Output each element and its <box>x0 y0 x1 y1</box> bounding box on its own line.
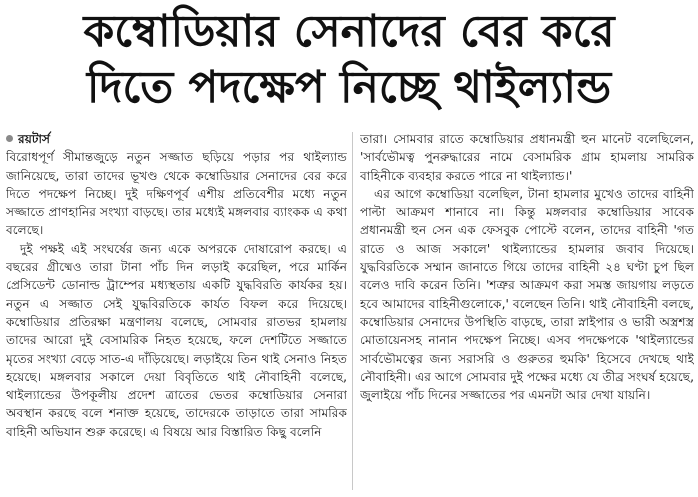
byline <box>6 130 347 148</box>
paragraph: তারা। সোমবার রাতে কম্বোডিয়ার প্রধানমন্ত্রী হুন মানেট বলেছিলেন, 'সার্বভৌমত্ব পুনরুদ্ধারের নামে বেসামরিক গ্রাম হামলায় সামরিক বাহিনীকে ব্যবহার করতে পারে না থাইল্যান্ড।' <box>360 132 694 183</box>
paragraph: এর আগে কম্বোডিয়া বলেছিল, টানা হামলার মুখেও তাদের বাহিনী পাল্টা আক্রমণ শানাবে না। কিন্তু মঙ্গলবার কম্বোডিয়ার সাবেক প্রধানমন্ত্রী হুন সেন এক ফেসবুক পোস্টে বলেন, তাদের বাহিনী 'গত রাতে ও আজ সকালে' থাইল্যান্ডের হামলার জবাব দিয়েছে। যুদ্ধবিরতিকে সম্মান জানাতে গিয়ে তাদের বাহিনী ২৪ ঘণ্টা চুপ ছিল বলেও দাবি করেন তিনি। 'শত্রুর আক্রমণ করা সমস্ত জায়গায় লড়তে হবে আমাদের বাহিনীগুলোকে,' বলেছেন তিনি। থাই নৌবাহিনী বলছে, কম্বোডিয়ার সেনাদের উপস্থিতি বাড়ছে, তারা স্নাইপার ও ভারী অস্ত্রশস্ত্র মোতায়েনসহ নানান পদক্ষেপ নিচ্ছে। এসব পদক্ষেপকে 'থাইল্যান্ডের সার্বভৌমত্বের জন্য সরাসরি ও গুরুতর হুমকি' হিসেবে দেখছে থাই নৌবাহিনী। এর আগে সোমবার দুই পক্ষের মধ্যে যে তীব্র সংঘর্ষ হয়েছে, জুলাইয়ে পাঁচ দিনের সজ্জাতের পর এমনটা আর দেখা যায়নি। <box>360 186 694 403</box>
paragraph: বিরোধপূর্ণ সীমান্তজুড়ে নতুন সজ্জাত ছড়িয়ে পড়ার পর থাইল্যান্ড জানিয়েছে, তারা তাদের ভূখণ্ড থেকে কম্বোডিয়ার সেনাদের বের করে দিতে পদক্ষেপ নিচ্ছে। দুই দক্ষিণপূর্ব এশীয় প্রতিবেশীর মধ্যে নতুন সজ্জাতে প্রাণহানির সংখ্যা বাড়ছে। তার মধ্যেই মঙ্গলবার ব্যাংকক এ কথা বলেছে। <box>6 150 347 238</box>
headline-line-2: দিতে পদক্ষেপ নিচ্ছে থাইল্যান্ড <box>86 62 612 113</box>
byline-text: রয়টার্স <box>18 132 51 146</box>
paragraph: দুই পক্ষই এই সংঘর্ষের জন্য একে অপরকে দোষারোপ করছে। এ বছরের গ্রীষ্মেও তারা টানা পাঁচ দিন লড়াই করেছিল, পরে মার্কিন প্রেসিডেন্ট ডোনাল্ড ট্রাম্পের মধ্যস্থতায় একটি যুদ্ধবিরতি কার্যকর হয়। নতুন এ সজ্জাত সেই যুদ্ধবিরতিকে কার্যত বিফল করে দিয়েছে। কম্বোডিয়ার প্রতিরক্ষা মন্ত্রণালয় বলেছে, সোমবার রাতভর হামলায় তাদের আরো দুই বেসামরিক নিহত হয়েছে, ফলে দেশটিতে সজ্জাতে মৃতের সংখ্যা বেড়ে সাত-এ দাঁড়িয়েছে। লড়াইয়ে তিন থাই সেনাও নিহত হয়েছে। মঙ্গলবার সকালে দেয়া বিবৃতিতে থাই নৌবাহিনী বলেছে, থাইল্যান্ডের উপকূলীয় প্রদেশ ত্রাতের ভেতর কম্বোডিয়ার সেনারা অবস্থান করছে বলে শনাক্ত হয়েছে, তাদেরকে তাড়াতে তারা সামরিক বাহিনী অভিযান শুরু করেছে। এ বিষয়ে আর বিস্তারিত কিছু বলেনি <box>6 241 347 439</box>
headline-line-1: কম্বোডিয়ার সেনাদের বের করে <box>83 6 615 57</box>
column-divider <box>352 132 353 490</box>
bullet-icon <box>6 135 13 142</box>
article-column-left <box>6 130 347 492</box>
headline <box>0 4 698 116</box>
article-column-right <box>360 130 694 492</box>
